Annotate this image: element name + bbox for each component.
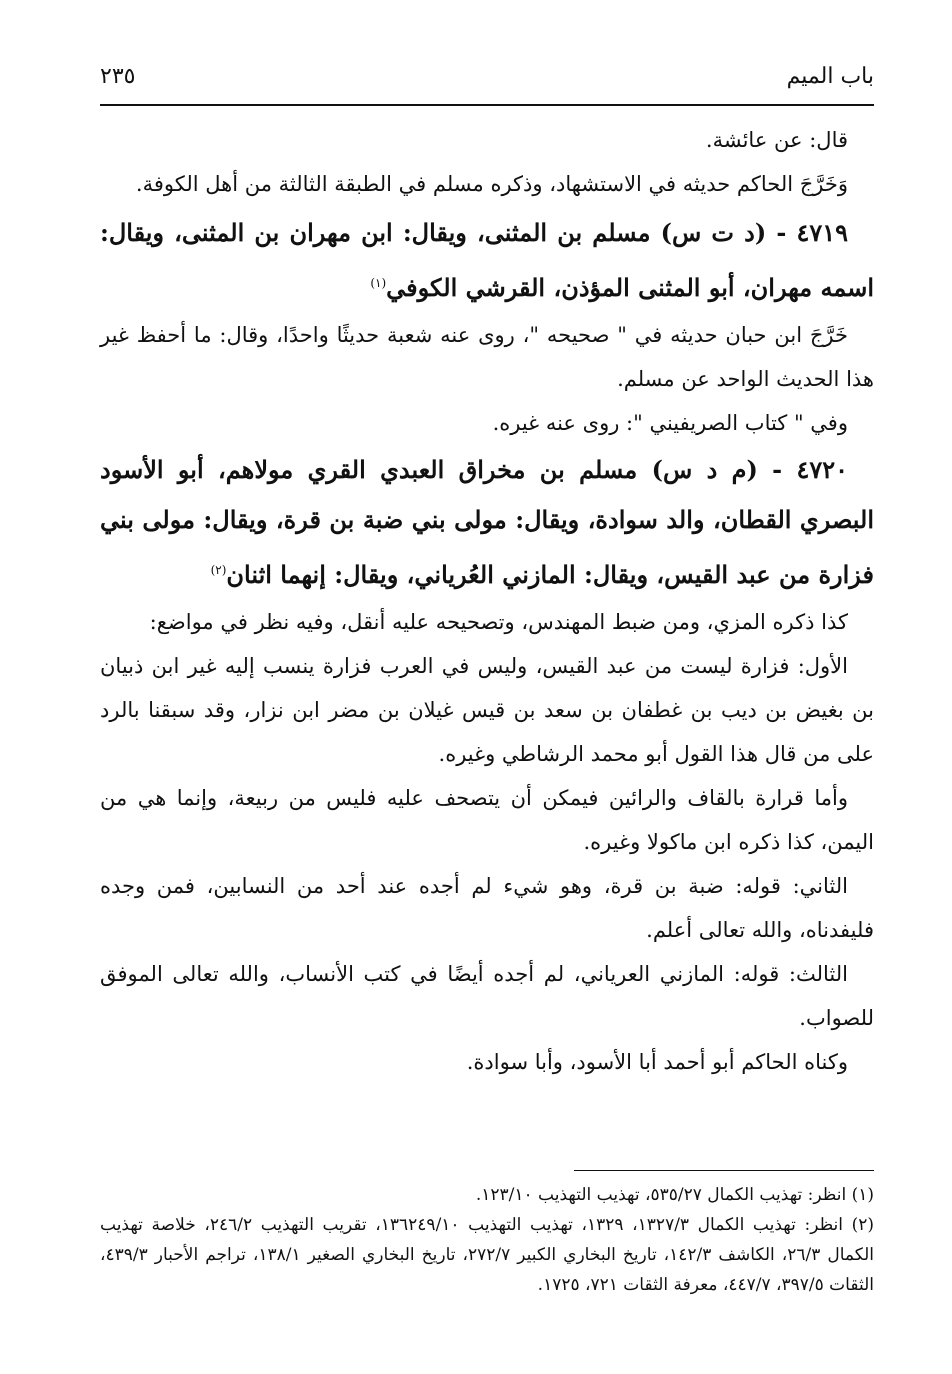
paragraph: وكناه الحاكم أبو أحمد أبا الأسود، وأبا سوادة. <box>466 1050 848 1074</box>
entry-heading-4720 <box>100 445 874 600</box>
entry-heading-text: ٤٧١٩ - (د ت س) مسلم بن المثنى، ويقال: ابن مهران بن المثنى، ويقال: اسمه مهران، أبو المثنى المؤذن، القرشي الكوفي <box>100 218 874 302</box>
paragraph: الثاني: قوله: ضبة بن قرة، وهو شيء لم أجده عند أحد من النسابين، فمن وجده فليفدناه، والله تعالى أعلم. <box>100 874 874 942</box>
footnote-1: (١) انظر: تهذيب الكمال ٥٣٥/٢٧، تهذيب التهذيب ١٢٣/١٠. <box>475 1185 874 1205</box>
paragraph: قال: عن عائشة. <box>705 128 848 152</box>
paragraph: وفي " كتاب الصريفيني ": روى عنه غيره. <box>492 411 848 435</box>
entry-heading-text: ٤٧٢٠ - (م د س) مسلم بن مخراق العبدي القري مولاهم، أبو الأسود البصري القطان، والد سوادة، ويقال: مولى بني ضبة بن قرة، ويقال: مولى بني فزارة من عبد القيس، ويقال: المازني العُرياني، ويقال: إنهما اثنان <box>100 455 874 589</box>
paragraph: وأما قرارة بالقاف والرائين فيمكن أن يتصحف عليه فليس من ربيعة، وإنما هي من اليمن، كذا ذكره ابن ماكولا وغيره. <box>100 786 874 854</box>
entry-heading-4719 <box>100 208 874 313</box>
page-header <box>100 58 874 102</box>
footnote-2: (٢) انظر: تهذيب الكمال ١٣٢٧/٣، ١٣٢٩، تهذيب التهذيب ١٣٦٢٤٩/١٠، تقريب التهذيب ٢٤٦/٢، خلاصة تهذيب الكمال ٢٦/٣، الكاشف ١٤٢/٣، تاريخ البخاري الكبير ٢٧٢/٧، تاريخ البخاري الصغير ١٣٨/١، تراجم الأحبار ٤٣٩/٣، الثقات ٣٩٧/٥، ٤٤٧/٧، معرفة الثقات ٧٢١، ١٧٢٥. <box>100 1215 874 1295</box>
footnote-divider <box>574 1170 874 1171</box>
page-body <box>100 118 874 1084</box>
footnote-marker: (٢) <box>210 563 227 577</box>
paragraph: الأول: فزارة ليست من عبد القيس، وليس في العرب فزارة ينسب إليه غير ابن ذبيان بن بغيض بن ديب بن غطفان بن سعد بن قيس غيلان بن مضر ابن نزار، وقد سبقنا بالرد على من قال هذا القول أبو محمد الرشاطي وغيره. <box>100 654 874 766</box>
page-number: ٢٣٥ <box>100 64 136 89</box>
footnote-marker: (١) <box>370 276 387 290</box>
paragraph: وَخَرَّجَ الحاكم حديثه في الاستشهاد، وذكره مسلم في الطبقة الثالثة من أهل الكوفة. <box>135 172 848 196</box>
chapter-title: باب الميم <box>786 64 874 89</box>
paragraph: الثالث: قوله: المازني العرياني، لم أجده أيضًا في كتب الأنساب، والله تعالى الموفق للصواب. <box>100 962 874 1030</box>
paragraph: خَرَّجَ ابن حبان حديثه في " صحيحه "، روى عنه شعبة حديثًا واحدًا، وقال: ما أحفظ غير هذا الحديث الواحد عن مسلم. <box>100 323 874 391</box>
footnotes <box>100 1180 874 1300</box>
header-divider <box>100 104 874 106</box>
paragraph: كذا ذكره المزي، ومن ضبط المهندس، وتصحيحه عليه أنقل، وفيه نظر في مواضع: <box>149 610 848 634</box>
